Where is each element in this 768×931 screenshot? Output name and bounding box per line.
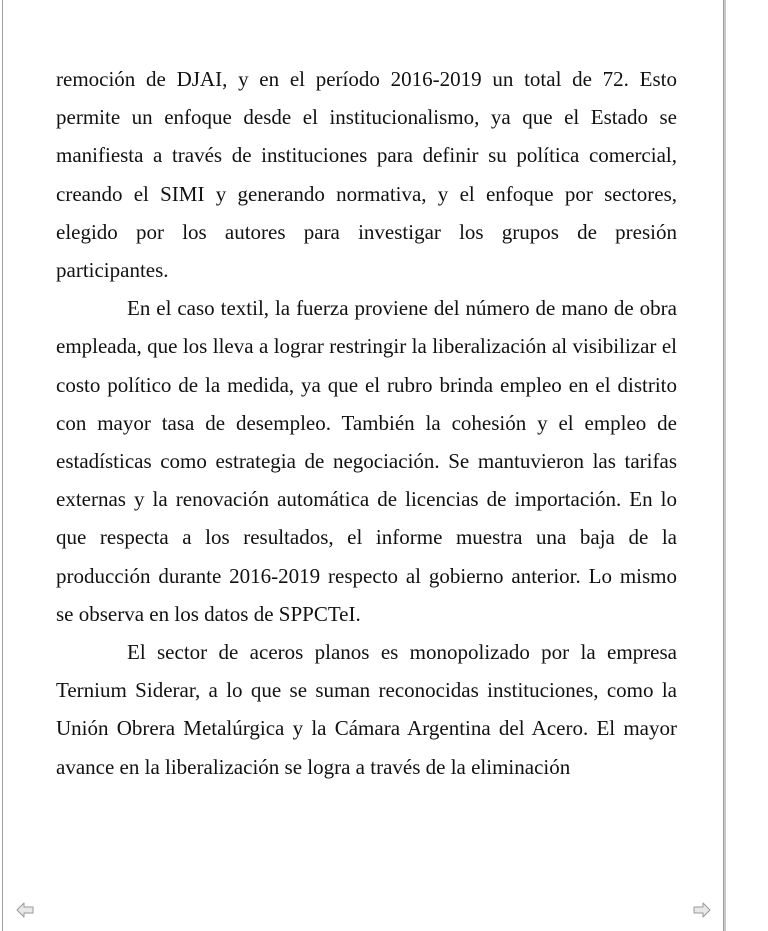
next-page-button[interactable] — [693, 902, 711, 918]
paragraph-2: En el caso textil, la fuerza proviene del número de mano de obra empleada, que los lleva a lograr restringir la liberalización al visibilizar el costo político de la medida, ya que el rubro brinda empleo en el distrito con mayor tasa de desempleo. También la cohesión y el empleo de estadísticas como estrategia de negociación. Se mantuvieron las tarifas externas y la renovación automática de licencias de importación. En lo que respecta a los resultados, el informe muestra una baja de la producción durante 2016-2019 respecto al gobierno anterior. Lo mismo se observa en los datos de SPPCTeI. — [56, 296, 677, 626]
page-body — [56, 60, 677, 786]
arrow-left-icon — [16, 902, 34, 918]
page-edge — [724, 0, 726, 931]
paragraph-1: remoción de DJAI, y en el período 2016-2019 un total de 72. Esto permite un enfoque desde el institucionalismo, ya que el Estado se manifiesta a través de instituciones para definir su política comercial, creando el SIMI y generando normativa, y el enfoque por sectores, elegido por los autores para investigar los grupos de presión participantes. — [56, 67, 677, 283]
previous-page-button[interactable] — [16, 902, 34, 918]
arrow-right-icon — [693, 902, 711, 918]
paragraph-3: El sector de aceros planos es monopolizado por la empresa Ternium Siderar, a lo que se suman reconocidas instituciones, como la Unión Obrera Metalúrgica y la Cámara Argentina del Acero. El mayor avance en la liberalización se logra a través de la eliminación — [56, 640, 677, 779]
document-page — [2, 0, 724, 931]
